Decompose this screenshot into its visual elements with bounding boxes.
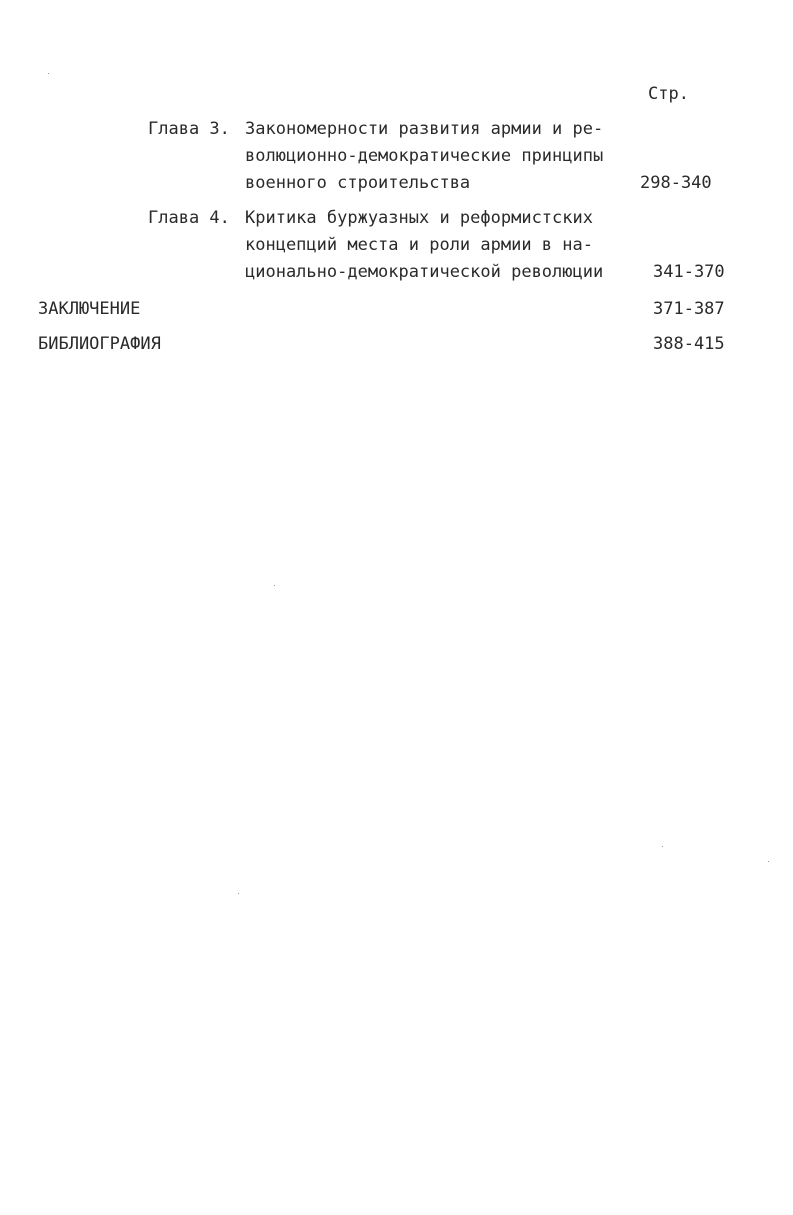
chapter-3-title-line-2: волюционно-демократические принципы (245, 146, 604, 166)
scan-speck (768, 861, 769, 862)
bibliography-page-range: 388-415 (653, 334, 725, 354)
conclusion-title: ЗАКЛЮЧЕНИЕ (38, 299, 141, 319)
bibliography-title: БИБЛИОГРАФИЯ (38, 334, 161, 354)
scan-speck (48, 73, 49, 74)
chapter-3-label: Глава 3. (148, 119, 230, 139)
chapter-4-title-line-2: концепций места и роли армии в на- (245, 235, 593, 255)
scan-speck (238, 893, 239, 894)
chapter-4-title-line-3: ционально-демократической революции (245, 262, 604, 282)
chapter-3-page-range: 298-340 (640, 173, 712, 193)
chapter-4-page-range: 341-370 (653, 262, 725, 282)
chapter-4-label: Глава 4. (148, 208, 230, 228)
pages-column-header: Стр. (648, 84, 689, 104)
chapter-3-title-line-1: Закономерности развития армии и ре- (245, 119, 604, 139)
chapter-4-title-line-1: Критика буржуазных и реформистских (245, 208, 593, 228)
conclusion-page-range: 371-387 (653, 299, 725, 319)
scan-speck (662, 846, 663, 847)
chapter-3-title-line-3: военного строительства (245, 173, 471, 193)
scan-speck (274, 585, 275, 586)
